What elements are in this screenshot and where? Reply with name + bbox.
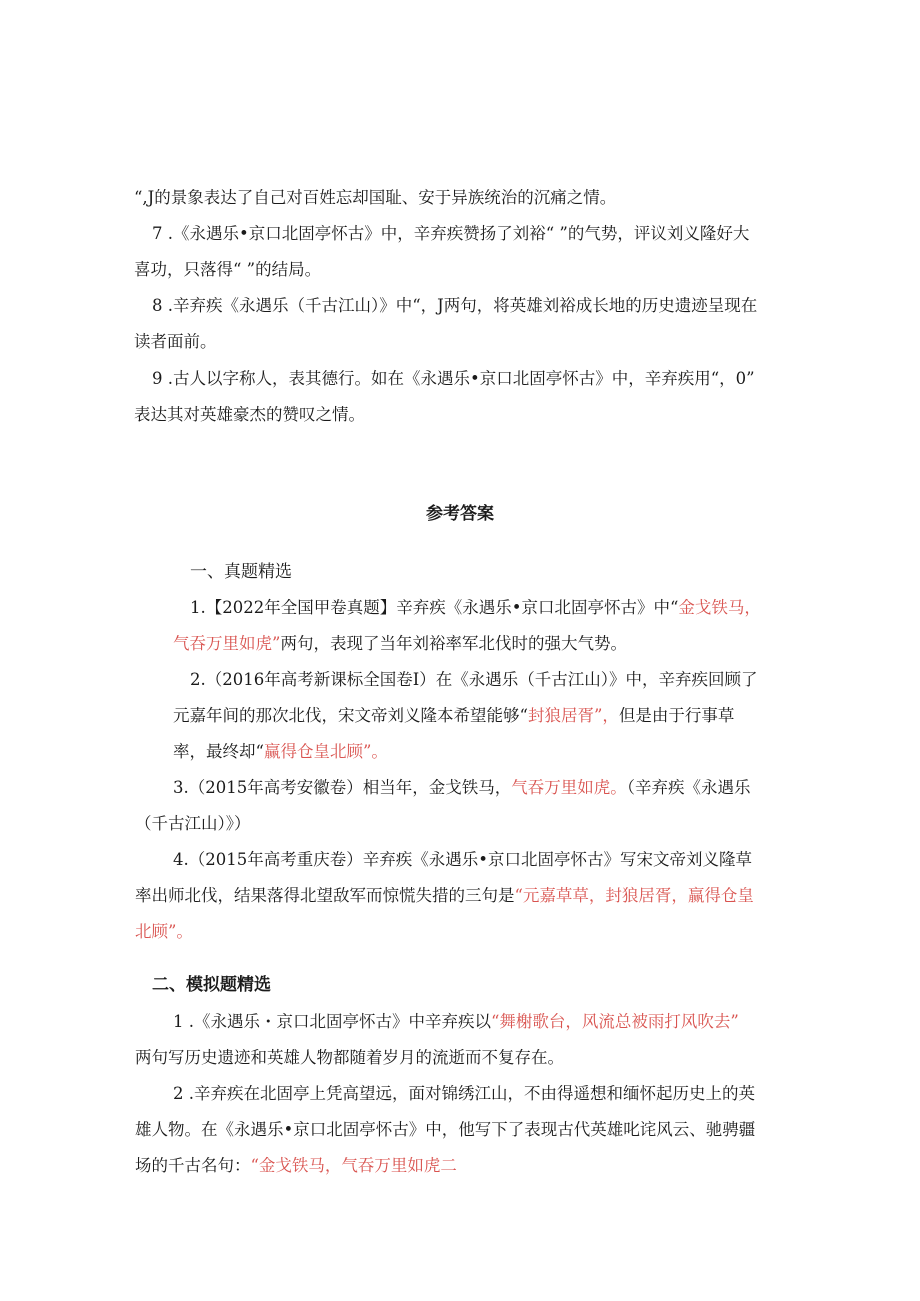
answer-b2-line3: 场的千古名句：“金戈铁马，气吞万里如虎二 [135, 1156, 457, 1175]
answer-2-line3: 率，最终却“赢得仓皇北顾”。 [173, 742, 388, 761]
answer-4-line2: 率出师北伐，结果落得北望敌军而惊慌失措的三句是“元嘉草草，封狼居胥，赢得仓皇 [135, 886, 754, 905]
answer-3-line1: 3.（2015年高考安徽卷）相当年，金戈铁马，气吞万里如虎。（辛弃疾《永遇乐 [173, 778, 751, 797]
answer-3-line2: （千古江山）》） [135, 814, 251, 833]
answer-1-line1: 1.【2022年全国甲卷真题】辛弃疾《永遇乐•京口北固亭怀古》中“金戈铁马， [190, 598, 761, 617]
section2-heading: 二、模拟题精选 [152, 975, 271, 995]
section1-heading: 一、真题精选 [190, 562, 292, 582]
question-7-line1: 7 .《永遇乐•京口北固亭怀古》中，辛弃疾赞扬了刘裕“ ”的气势，评议刘义隆好大 [152, 224, 750, 243]
answer-b2-line1: 2 .辛弃疾在北固亭上凭高望远，面对锦绣江山，不由得遥想和缅怀起历史上的英 [173, 1084, 755, 1103]
answer-4-line1: 4.（2015年高考重庆卷）辛弃疾《永遇乐•京口北固亭怀古》写宋文帝刘义隆草 [173, 850, 752, 869]
question-9-line1: 9 .古人以字称人，表其德行。如在《永遇乐•京口北固亭怀古》中，辛弃疾用“，0” [152, 369, 755, 388]
question-7-line2: 喜功，只落得“ ”的结局。 [134, 260, 322, 279]
question-8-line1: 8 .辛弃疾《永遇乐（千古江山）》中“，J两句，将英雄刘裕成长地的历史遗迹呈现在 [152, 296, 758, 315]
question-9-line2: 表达其对英雄豪杰的赞叹之情。 [134, 405, 365, 424]
answer-b1-line2: 两句写历史遗迹和英雄人物都随着岁月的流逝而不复存在。 [135, 1048, 564, 1067]
answer-b2-line2: 雄人物。在《永遇乐•京口北固亭怀古》中，他写下了表现古代英雄叱诧风云、驰骋疆 [135, 1120, 756, 1139]
answer-title: 参考答案 [426, 504, 494, 524]
answer-2-line2: 元嘉年间的那次北伐，宋文帝刘义隆本希望能够“封狼居胥”，但是由于行事草 [173, 706, 735, 725]
q6-tail: “,J的景象表达了自己对百姓忘却国耻、安于异族统治的沉痛之情。 [134, 188, 617, 207]
answer-2-line1: 2.（2016年高考新课标全国卷I）在《永遇乐（千古江山）》中，辛弃疾回顾了 [190, 670, 758, 689]
answer-b1-line1: 1 .《永遇乐・京口北固亭怀古》中辛弃疾以“舞榭歌台，风流总被雨打风吹去” [173, 1012, 739, 1031]
answer-4-line3: 北顾”。 [135, 922, 193, 941]
question-8-line2: 读者面前。 [134, 332, 217, 351]
answer-1-line2: 气吞万里如虎”两句，表现了当年刘裕率军北伐时的强大气势。 [173, 634, 627, 653]
